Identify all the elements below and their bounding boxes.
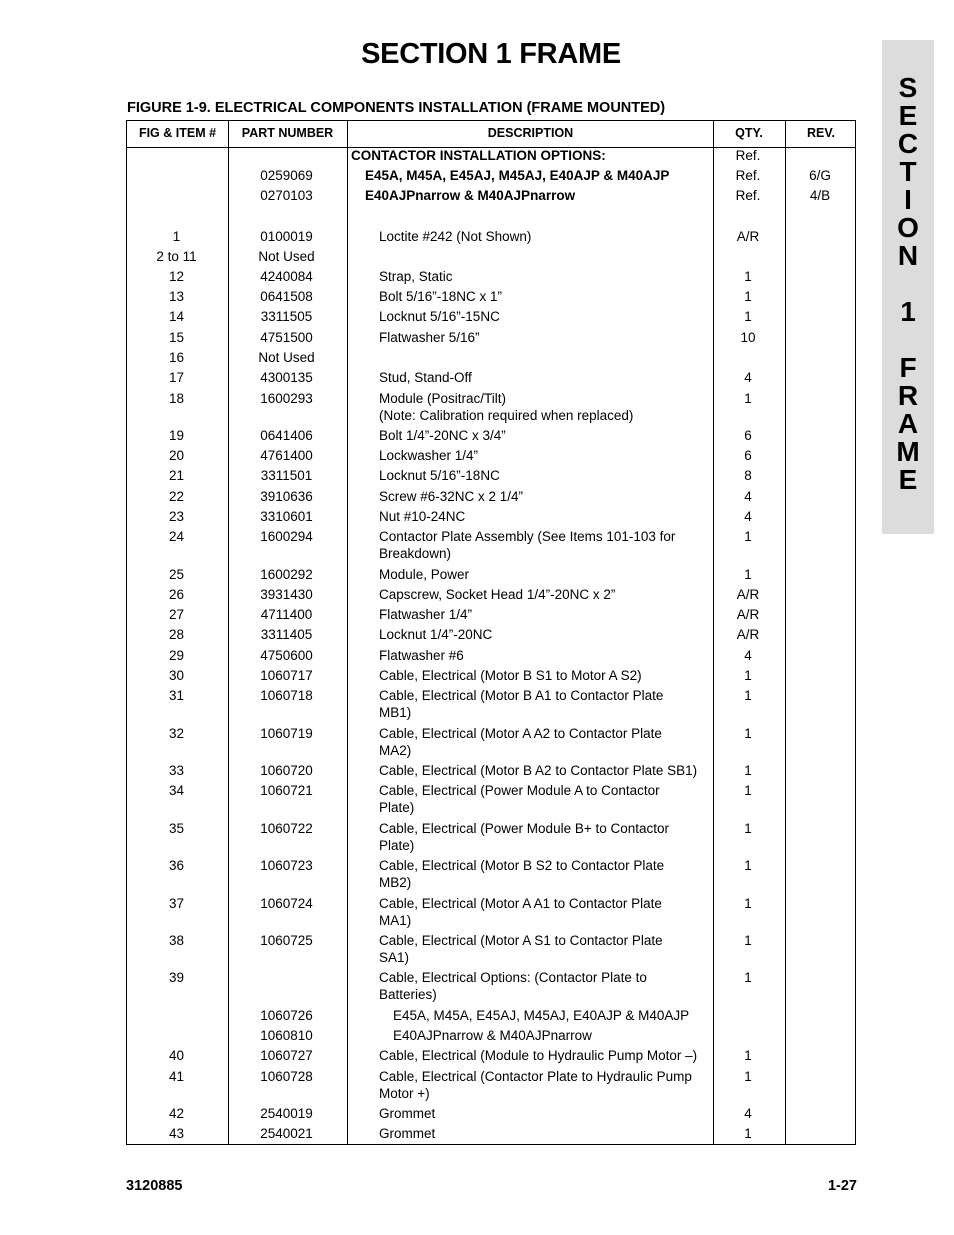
side-tab-letter: I xyxy=(904,184,912,215)
cell-part-number: 3310601 xyxy=(260,509,313,524)
description-line: Nut #10-24NC xyxy=(379,509,466,524)
cell-description xyxy=(347,932,712,966)
description-line: Cable, Electrical (Power Module B+ to Contactor xyxy=(379,821,670,836)
description-line: Locknut 1/4”-20NC xyxy=(379,627,493,642)
description-line: Capscrew, Socket Head 1/4”-20NC x 2” xyxy=(379,587,616,602)
cell-fig-item: 15 xyxy=(168,330,185,345)
cell-description xyxy=(347,288,712,305)
header-fig-item: FIG & ITEM # xyxy=(138,126,217,140)
cell-description xyxy=(347,329,712,346)
cell-description xyxy=(347,369,712,386)
cell-fig-item: 32 xyxy=(168,726,185,741)
cell-part-number: 1600294 xyxy=(260,529,313,544)
description-line: E40AJPnarrow & M40AJPnarrow xyxy=(365,188,576,203)
document-number: 3120885 xyxy=(126,1178,183,1194)
description-line: Module (Positrac/Tilt) xyxy=(379,391,507,406)
cell-part-number: 0100019 xyxy=(260,229,313,244)
cell-qty: 1 xyxy=(744,858,752,873)
cell-description xyxy=(347,626,712,643)
description-line-continued: MA2) xyxy=(379,743,412,758)
cell-fig-item: 42 xyxy=(168,1106,185,1121)
description-line: Cable, Electrical (Motor B S2 to Contactor Plate xyxy=(379,858,665,873)
cell-fig-item: 39 xyxy=(168,970,185,985)
cell-fig-item: 1 xyxy=(172,229,181,244)
cell-part-number: 3311505 xyxy=(260,309,313,324)
cell-qty: 10 xyxy=(740,330,756,345)
description-line: E45A, M45A, E45AJ, M45AJ, E40AJP & M40AJP xyxy=(393,1008,690,1023)
cell-part-number: 2540019 xyxy=(260,1106,313,1121)
cell-fig-item: 37 xyxy=(168,896,185,911)
description-line-continued: MA1) xyxy=(379,913,412,928)
cell-description xyxy=(347,147,712,164)
cell-fig-item: 21 xyxy=(168,468,185,483)
cell-qty: A/R xyxy=(736,229,760,244)
cell-qty: 6 xyxy=(744,448,752,463)
header-rev: REV. xyxy=(806,126,836,140)
cell-qty: 1 xyxy=(744,269,752,284)
cell-description xyxy=(347,1007,712,1024)
cell-description xyxy=(347,1027,712,1044)
description-line-continued: Breakdown) xyxy=(379,546,452,561)
cell-part-number: 0641508 xyxy=(260,289,313,304)
description-line-continued: Batteries) xyxy=(379,987,437,1002)
cell-description xyxy=(347,268,712,285)
cell-description xyxy=(347,167,712,184)
cell-part-number: 3311501 xyxy=(260,468,313,483)
cell-qty: Ref. xyxy=(735,148,761,163)
cell-qty: 1 xyxy=(744,567,752,582)
description-line: Loctite #242 (Not Shown) xyxy=(379,229,532,244)
cell-part-number: 1060726 xyxy=(260,1008,313,1023)
cell-fig-item: 23 xyxy=(168,509,185,524)
cell-qty: 4 xyxy=(744,370,752,385)
description-line: Cable, Electrical (Motor B A1 to Contactor Plate xyxy=(379,688,664,703)
cell-description xyxy=(347,566,712,583)
cell-qty: 1 xyxy=(744,289,752,304)
cell-description xyxy=(347,586,712,603)
cell-qty: 1 xyxy=(744,688,752,703)
cell-qty: 1 xyxy=(744,529,752,544)
cell-fig-item: 18 xyxy=(168,391,185,406)
side-tab-letter: M xyxy=(896,436,920,467)
cell-qty: 1 xyxy=(744,821,752,836)
cell-part-number: 2540021 xyxy=(260,1126,313,1141)
cell-fig-item: 27 xyxy=(168,607,185,622)
cell-part-number: 1060720 xyxy=(260,763,313,778)
description-line: Contactor Plate Assembly (See Items 101-103 for xyxy=(379,529,676,544)
cell-qty: Ref. xyxy=(735,188,761,203)
cell-qty: 1 xyxy=(744,668,752,683)
description-line: Grommet xyxy=(379,1106,436,1121)
description-line: Cable, Electrical (Contactor Plate to Hydraulic Pump xyxy=(379,1069,692,1084)
side-tab-letter: T xyxy=(899,156,917,187)
cell-part-number: 1060724 xyxy=(260,896,313,911)
cell-fig-item: 13 xyxy=(168,289,185,304)
description-line: Bolt 5/16”-18NC x 1” xyxy=(379,289,503,304)
description-line: Cable, Electrical (Motor A A1 to Contactor Plate xyxy=(379,896,662,911)
cell-part-number: 1060725 xyxy=(260,933,313,948)
cell-fig-item: 31 xyxy=(168,688,185,703)
cell-part-number: 4761400 xyxy=(260,448,313,463)
cell-fig-item: 14 xyxy=(168,309,185,324)
cell-fig-item: 2 to 11 xyxy=(156,249,197,264)
description-line: Cable, Electrical (Motor A S1 to Contactor Plate xyxy=(379,933,663,948)
cell-fig-item: 38 xyxy=(168,933,185,948)
side-tab-letter: E xyxy=(898,100,918,131)
cell-part-number: 0270103 xyxy=(260,188,313,203)
cell-qty: 4 xyxy=(744,489,752,504)
side-tab-letter: C xyxy=(897,128,919,159)
description-line: Cable, Electrical (Motor A A2 to Contactor Plate xyxy=(379,726,662,741)
page-number: 1-27 xyxy=(827,1178,857,1194)
cell-description xyxy=(347,187,712,204)
cell-description xyxy=(347,308,712,325)
description-line-continued: MB1) xyxy=(379,705,412,720)
cell-description xyxy=(347,1068,712,1102)
description-line: Cable, Electrical (Power Module A to Contactor xyxy=(379,783,660,798)
cell-qty: Ref. xyxy=(735,168,761,183)
header-description: DESCRIPTION xyxy=(487,126,574,140)
page-title: SECTION 1 FRAME xyxy=(361,38,621,70)
cell-fig-item: 33 xyxy=(168,763,185,778)
cell-fig-item: 28 xyxy=(168,627,185,642)
cell-description xyxy=(347,1125,712,1142)
side-tab-letter: S xyxy=(898,72,918,103)
cell-part-number: 1060718 xyxy=(260,688,313,703)
cell-qty: 1 xyxy=(744,970,752,985)
cell-qty: 4 xyxy=(744,648,752,663)
cell-part-number: Not Used xyxy=(258,350,315,365)
cell-fig-item: 20 xyxy=(168,448,185,463)
description-line: Cable, Electrical (Module to Hydraulic Pump Motor –) xyxy=(379,1048,698,1063)
cell-part-number: 0259069 xyxy=(260,168,313,183)
description-line-continued: (Note: Calibration required when replaced) xyxy=(379,408,634,423)
cell-fig-item: 22 xyxy=(168,489,185,504)
cell-qty: 1 xyxy=(744,1069,752,1084)
cell-part-number: 4711400 xyxy=(260,607,313,622)
side-tab-letter: N xyxy=(897,240,919,271)
cell-qty: 1 xyxy=(744,1126,752,1141)
cell-fig-item: 12 xyxy=(168,269,185,284)
description-line: E45A, M45A, E45AJ, M45AJ, E40AJP & M40AJP xyxy=(365,168,670,183)
description-line: Strap, Static xyxy=(379,269,453,284)
cell-part-number: 4240084 xyxy=(260,269,313,284)
cell-description xyxy=(347,390,712,424)
cell-qty: 1 xyxy=(744,783,752,798)
figure-caption: FIGURE 1-9. ELECTRICAL COMPONENTS INSTALLATION (FRAME MOUNTED) xyxy=(127,100,666,116)
cell-fig-item: 17 xyxy=(168,370,185,385)
description-line-continued: SA1) xyxy=(379,950,410,965)
cell-qty: 1 xyxy=(744,309,752,324)
cell-description xyxy=(347,228,712,245)
description-line: Flatwasher 1/4” xyxy=(379,607,473,622)
cell-qty: 4 xyxy=(744,509,752,524)
cell-qty: 4 xyxy=(744,1106,752,1121)
cell-description xyxy=(347,647,712,664)
cell-part-number: 4751500 xyxy=(260,330,313,345)
cell-description xyxy=(347,447,712,464)
cell-fig-item: 40 xyxy=(168,1048,185,1063)
cell-part-number: 1060728 xyxy=(260,1069,313,1084)
cell-fig-item: 26 xyxy=(168,587,185,602)
description-line: Locknut 5/16”-15NC xyxy=(379,309,500,324)
description-line: Lockwasher 1/4” xyxy=(379,448,479,463)
description-line-continued: MB2) xyxy=(379,875,412,890)
cell-part-number: 1060722 xyxy=(260,821,313,836)
cell-qty: A/R xyxy=(736,627,760,642)
header-part-number: PART NUMBER xyxy=(241,126,334,140)
cell-rev: 4/B xyxy=(809,188,831,203)
cell-description xyxy=(347,667,712,684)
cell-qty: 1 xyxy=(744,391,752,406)
cell-qty: 8 xyxy=(744,468,752,483)
cell-qty: 1 xyxy=(744,896,752,911)
description-line: CONTACTOR INSTALLATION OPTIONS: xyxy=(351,148,606,163)
side-tab-letter: A xyxy=(897,408,919,439)
cell-part-number: 3311405 xyxy=(260,627,313,642)
side-tab-letter: 1 xyxy=(900,296,916,327)
cell-part-number: 4750600 xyxy=(260,648,313,663)
cell-description xyxy=(347,488,712,505)
description-line-continued: Plate) xyxy=(379,838,415,853)
cell-fig-item: 24 xyxy=(168,529,185,544)
cell-fig-item: 41 xyxy=(168,1069,185,1084)
cell-part-number: 1060719 xyxy=(260,726,313,741)
cell-description xyxy=(347,606,712,623)
description-line: Locknut 5/16”-18NC xyxy=(379,468,500,483)
cell-description xyxy=(347,782,712,816)
description-line: Flatwasher 5/16” xyxy=(379,330,480,345)
description-line: Stud, Stand-Off xyxy=(379,370,472,385)
description-line: Cable, Electrical Options: (Contactor Plate to xyxy=(379,970,647,985)
header-qty: QTY. xyxy=(735,126,763,140)
cell-description xyxy=(347,820,712,854)
cell-part-number: Not Used xyxy=(258,249,315,264)
cell-part-number: 4300135 xyxy=(260,370,313,385)
description-line: Flatwasher #6 xyxy=(379,648,464,663)
cell-fig-item: 29 xyxy=(168,648,185,663)
description-line: Cable, Electrical (Motor B S1 to Motor A S2) xyxy=(379,668,642,683)
cell-description xyxy=(347,1047,712,1064)
cell-part-number: 0641406 xyxy=(260,428,313,443)
cell-qty: 1 xyxy=(744,763,752,778)
description-line-continued: Motor +) xyxy=(379,1086,430,1101)
cell-fig-item: 35 xyxy=(168,821,185,836)
cell-part-number: 1060810 xyxy=(260,1028,313,1043)
cell-qty: A/R xyxy=(736,607,760,622)
cell-part-number: 3910636 xyxy=(260,489,313,504)
cell-description xyxy=(347,687,712,721)
cell-description xyxy=(347,762,712,779)
cell-description xyxy=(347,427,712,444)
description-line: Bolt 1/4”-20NC x 3/4” xyxy=(379,428,506,443)
cell-qty: 6 xyxy=(744,428,752,443)
cell-part-number: 1600292 xyxy=(260,567,313,582)
side-tab-letter: E xyxy=(898,464,918,495)
cell-description xyxy=(347,895,712,929)
description-line: Grommet xyxy=(379,1126,436,1141)
cell-qty: 1 xyxy=(744,1048,752,1063)
cell-description xyxy=(347,857,712,891)
cell-fig-item: 19 xyxy=(168,428,185,443)
cell-fig-item: 43 xyxy=(168,1126,185,1141)
cell-qty: A/R xyxy=(736,587,760,602)
cell-part-number: 1060717 xyxy=(260,668,313,683)
cell-part-number: 1060723 xyxy=(260,858,313,873)
description-line: Module, Power xyxy=(379,567,470,582)
cell-part-number: 1060721 xyxy=(260,783,313,798)
description-line: E40AJPnarrow & M40AJPnarrow xyxy=(393,1028,592,1043)
cell-description xyxy=(347,467,712,484)
side-tab-letter: F xyxy=(899,352,917,383)
cell-rev: 6/G xyxy=(809,168,831,183)
cell-part-number: 1060727 xyxy=(260,1048,313,1063)
cell-description xyxy=(347,725,712,759)
side-tab-letter: R xyxy=(897,380,919,411)
description-line-continued: Plate) xyxy=(379,800,415,815)
cell-qty: 1 xyxy=(744,933,752,948)
cell-description xyxy=(347,528,712,562)
cell-fig-item: 36 xyxy=(168,858,185,873)
cell-fig-item: 16 xyxy=(168,350,185,365)
cell-description xyxy=(347,1105,712,1122)
description-line: Screw #6-32NC x 2 1/4” xyxy=(379,489,524,504)
cell-fig-item: 34 xyxy=(168,783,185,798)
cell-part-number: 3931430 xyxy=(260,587,313,602)
description-line: Cable, Electrical (Motor B A2 to Contactor Plate SB1) xyxy=(379,763,698,778)
cell-fig-item: 25 xyxy=(168,567,185,582)
cell-description xyxy=(347,969,712,1003)
side-tab-letter: O xyxy=(897,212,919,243)
cell-description xyxy=(347,508,712,525)
cell-qty: 1 xyxy=(744,726,752,741)
cell-fig-item: 30 xyxy=(168,668,185,683)
cell-part-number: 1600293 xyxy=(260,391,313,406)
